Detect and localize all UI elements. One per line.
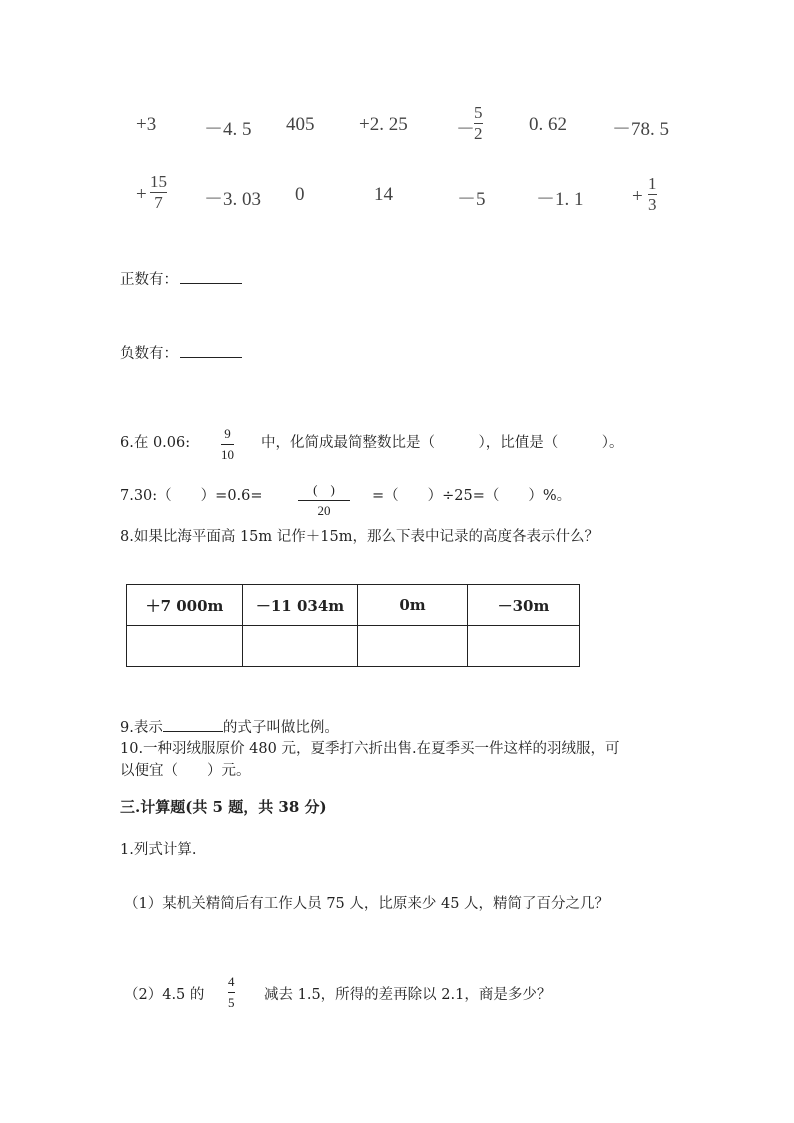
fraction-denominator: 3 xyxy=(648,195,657,214)
answer-cell[interactable] xyxy=(358,626,468,667)
negative-numbers-line xyxy=(120,342,242,363)
question-7-suffix: =（ ）÷25=（ ）%。 xyxy=(372,488,572,504)
answer-cell[interactable] xyxy=(243,626,358,667)
number-item: 14 xyxy=(374,184,393,205)
fraction-numerator: 4 xyxy=(228,974,235,989)
section-title: 三.计算题(共 5 题，共 38 分) xyxy=(120,798,327,816)
answer-blank[interactable] xyxy=(180,356,242,358)
fraction-sign: + xyxy=(136,184,147,205)
fraction-denominator: 2 xyxy=(474,124,483,143)
fraction-numerator: 9 xyxy=(224,426,231,441)
fraction-sign: － xyxy=(456,119,476,140)
question-9-suffix: 的式子叫做比例。 xyxy=(222,720,339,736)
question-6-suffix: 中，化简成最简整数比是（ ），比值是（ ）。 xyxy=(261,435,624,451)
number-item: －1. 1 xyxy=(536,189,584,210)
fraction-numerator: ( ) xyxy=(313,482,335,497)
positive-numbers-line xyxy=(120,268,242,289)
calc-question-1-part-2-suffix: 减去 1.5，所得的差再除以 2.1，商是多少？ xyxy=(264,987,552,1003)
number-item: 0. 62 xyxy=(529,114,567,135)
number-item: －5 xyxy=(457,189,486,210)
number-item: 0 xyxy=(295,184,305,205)
calc-question-1-part-2-prefix: （2）4.5 的 xyxy=(124,987,205,1003)
table-header-cell: ＋7 000m xyxy=(127,585,243,626)
calc-question-1-title: 1.列式计算. xyxy=(120,842,197,858)
fraction-denominator: 20 xyxy=(317,503,331,518)
calc-question-1-part-2-fraction xyxy=(228,974,235,1011)
table-header-cell: －30m xyxy=(468,585,580,626)
question-6-fraction xyxy=(221,426,234,463)
table-header-row xyxy=(127,585,580,626)
answer-cell[interactable] xyxy=(468,626,580,667)
question-9 xyxy=(120,716,339,737)
number-item: －4. 5 xyxy=(204,119,252,140)
question-9-prefix: 9.表示 xyxy=(120,720,163,736)
fraction-numerator: 1 xyxy=(648,174,657,193)
number-item: 405 xyxy=(286,114,315,135)
negative-label: 负数有： xyxy=(120,346,178,362)
fraction-numerator: 15 xyxy=(150,172,167,191)
question-7-fraction xyxy=(298,479,350,519)
number-item: +2. 25 xyxy=(359,114,408,135)
calc-question-1-part-1: （1）某机关精简后有工作人员 75 人，比原来少 45 人，精简了百分之几？ xyxy=(124,896,610,912)
positive-label: 正数有： xyxy=(120,272,178,288)
question-10-line-2: 以便宜（ ）元。 xyxy=(120,763,251,779)
number-item: －3. 03 xyxy=(204,189,262,210)
number-item: －78. 5 xyxy=(612,119,670,140)
fraction-denominator: 7 xyxy=(154,193,163,212)
question-8: 8.如果比海平面高 15m 记作＋15m，那么下表中记录的高度各表示什么？ xyxy=(120,529,599,545)
fraction xyxy=(150,173,167,212)
table-answer-row xyxy=(127,626,580,667)
answer-blank[interactable] xyxy=(180,282,242,284)
height-table xyxy=(126,584,580,667)
fraction-denominator: 5 xyxy=(228,995,235,1010)
table-header-cell: －11 034m xyxy=(243,585,358,626)
question-6-prefix: 6.在 0.06: xyxy=(120,435,191,451)
number-item: +3 xyxy=(136,114,157,135)
fraction-denominator: 10 xyxy=(221,447,234,462)
fraction xyxy=(648,175,657,214)
fraction xyxy=(474,104,483,143)
fraction-numerator: 5 xyxy=(474,103,483,122)
fraction-sign: + xyxy=(632,186,643,207)
table-header-cell: 0m xyxy=(358,585,468,626)
question-7-prefix: 7.30:（ ）=0.6= xyxy=(120,488,263,504)
answer-cell[interactable] xyxy=(127,626,243,667)
question-10-line-1: 10.一种羽绒服原价 480 元，夏季打六折出售.在夏季买一件这样的羽绒服，可 xyxy=(120,741,620,757)
answer-blank[interactable] xyxy=(163,730,223,732)
